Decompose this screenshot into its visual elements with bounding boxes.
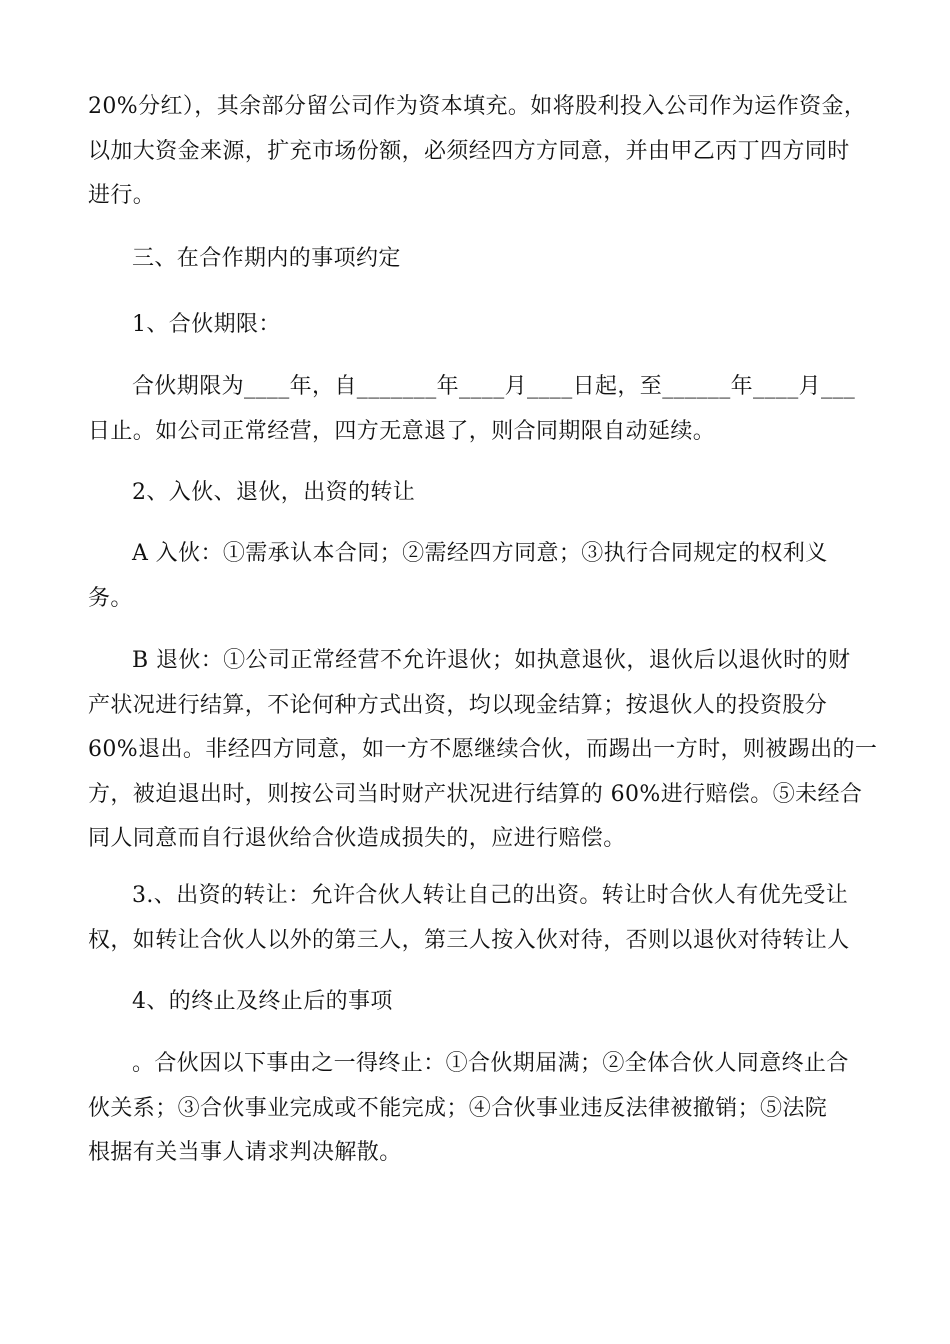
text-line: 权，如转让合伙人以外的第三人，第三人按入伙对待，否则以退伙对待转让人 — [88, 927, 850, 953]
subheading-partnership-term — [88, 303, 902, 348]
paragraph-join — [88, 532, 902, 621]
text-line: 60%退出。非经四方同意，如一方不愿继续合伙，而踢出一方时，则被踢出的一 — [88, 737, 878, 762]
heading-text: 1、合伙期限： — [132, 312, 281, 337]
heading-text: 三、在合作期内的事项约定 — [132, 246, 401, 271]
text-line: 3.、出资的转让：允许合伙人转让自己的出资。转让时合伙人有优先受让 — [132, 883, 849, 908]
text-line: 以加大资金来源，扩充市场份额，必须经四方方同意，并由甲乙丙丁四方同时 — [88, 138, 850, 164]
text-line: 。合伙因以下事由之一得终止：①合伙期届满；②全体合伙人同意终止合 — [132, 1051, 849, 1076]
text-line: 产状况进行结算，不论何种方式出资，均以现金结算；按退伙人的投资股分 — [88, 692, 828, 718]
paragraph-term — [88, 365, 902, 454]
text-line: 20%分红），其余部分留公司作为资本填充。如将股利投入公司作为运作资金， — [88, 94, 867, 119]
text-line: 务。 — [88, 585, 133, 611]
text-line: B 退伙：①公司正常经营不允许退伙；如执意退伙，退伙后以退伙时的财 — [132, 648, 851, 673]
subheading-join-leave — [88, 471, 902, 516]
heading-text: 4、的终止及终止后的事项 — [132, 989, 393, 1014]
text-line: 伙关系；③合伙事业完成或不能完成；④合伙事业违反法律被撤销；⑤法院 — [88, 1095, 828, 1121]
text-line: 日止。如公司正常经营，四方无意退了，则合同期限自动延续。 — [88, 418, 716, 444]
paragraph-dividend — [88, 85, 867, 219]
text-line: 根据有关当事人请求判决解散。 — [88, 1140, 402, 1165]
text-line: 方，被迫退出时，则按公司当时财产状况进行结算的 60%进行赔偿。⑤未经合 — [88, 781, 863, 807]
text-line: 进行。 — [88, 183, 156, 208]
subheading-termination — [88, 980, 902, 1025]
paragraph-transfer — [88, 874, 902, 963]
heading-text: 2、入伙、退伙，出资的转让 — [132, 480, 416, 505]
text-line: 同人同意而自行退伙给合伙造成损失的，应进行赔偿。 — [88, 826, 626, 851]
section-heading-3 — [88, 237, 902, 282]
text-line: A 入伙：①需承认本合同；②需经四方同意；③执行合同规定的权利义 — [132, 541, 828, 566]
text-line: 合伙期限为____年，自_______年____月____日起，至______年____月___ — [132, 374, 856, 399]
paragraph-termination — [88, 1042, 902, 1176]
paragraph-leave — [88, 639, 902, 862]
